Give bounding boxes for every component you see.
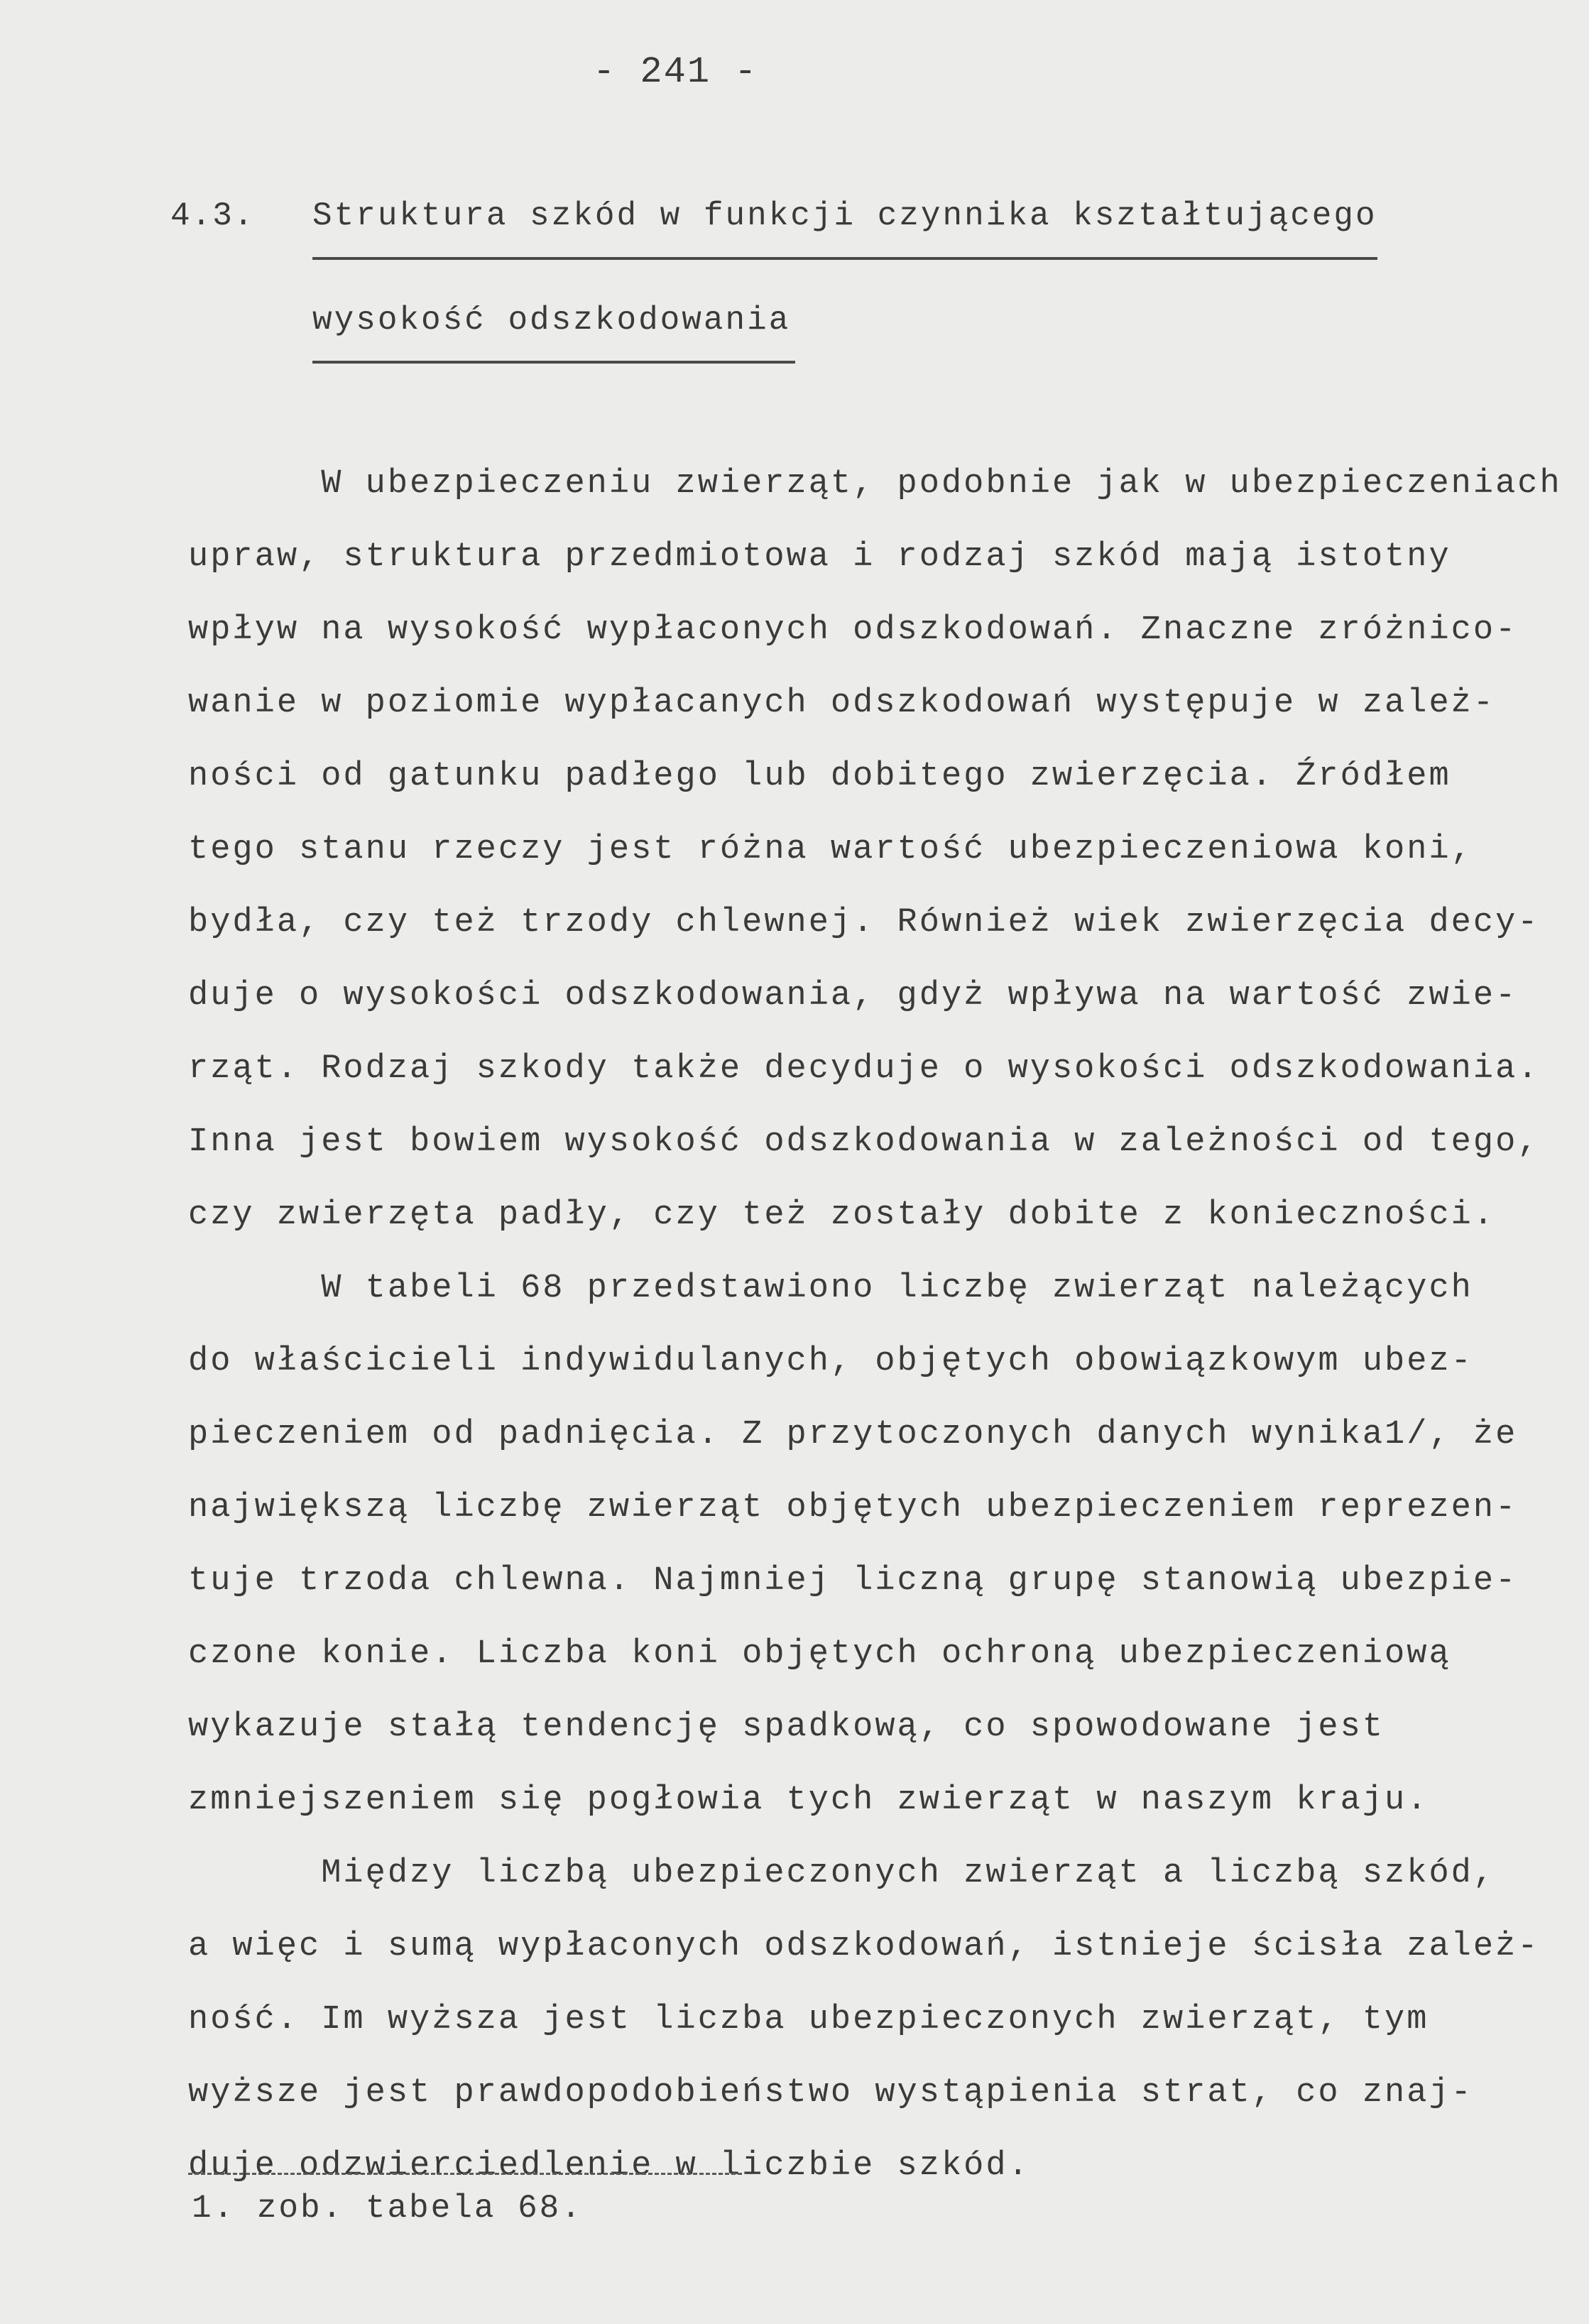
text-line: duje o wysokości odszkodowania, gdyż wpływa na wartość zwie- [188,977,1518,1015]
text-line: W ubezpieczeniu zwierząt, podobnie jak w ubezpieczeniach [188,465,1562,503]
text-line: ności od gatunku padłego lub dobitego zwierzęcia. Źródłem [188,758,1451,795]
page-number: - 241 - [593,51,758,93]
text-line: pieczeniem od padnięcia. Z przytoczonych danych wynika1/, że [188,1416,1518,1453]
text-line: tego stanu rzeczy jest różna wartość ubezpieczeniowa koni, [188,831,1473,868]
text-line: wyższe jest prawdopodobieństwo wystąpienia strat, co znaj- [188,2074,1473,2112]
text-line: ność. Im wyższa jest liczba ubezpieczonych zwierząt, tym [188,2001,1429,2039]
text-line: rząt. Rodzaj szkody także decyduje o wysokości odszkodowania. [188,1050,1540,1088]
text-line: bydła, czy też trzody chlewnej. Również wiek zwierzęcia decy- [188,904,1540,942]
text-line: a więc i sumą wypłaconych odszkodowań, istnieje ścisła zależ- [188,1928,1540,1965]
footnote: 1. zob. tabela 68. [192,2190,583,2227]
text-line: tuje trzoda chlewna. Najmniej liczną grupę stanowią ubezpie- [188,1562,1518,1600]
text-line: do właścicieli indywidulanych, objętych obowiązkowym ubez- [188,1343,1473,1380]
text-line: W tabeli 68 przedstawiono liczbę zwierząt należących [188,1270,1473,1307]
text-line: największą liczbę zwierząt objętych ubezpieczeniem reprezen- [188,1489,1518,1527]
text-line: upraw, struktura przedmiotowa i rodzaj szkód mają istotny [188,538,1451,576]
text-line: Inna jest bowiem wysokość odszkodowania w zależności od tego, [188,1123,1540,1161]
text-line: zmniejszeniem się pogłowia tych zwierząt w naszym kraju. [188,1782,1429,1819]
text-line: czone konie. Liczba koni objętych ochroną ubezpieczeniową [188,1635,1451,1673]
footnote-separator [188,2173,742,2175]
section-title-line-2: wysokość odszkodowania [312,302,791,339]
title-underline-2 [312,361,795,364]
section-title-line-1: Struktura szkód w funkcji czynnika kształtującego [312,197,1377,234]
text-line: wpływ na wysokość wypłaconych odszkodowań. Znaczne zróżnico- [188,611,1518,649]
text-line: wanie w poziomie wypłacanych odszkodowań występuje w zależ- [188,684,1496,722]
text-line: wykazuje stałą tendencję spadkową, co spowodowane jest [188,1708,1385,1746]
body-text [188,447,1562,2203]
text-line: Między liczbą ubezpieczonych zwierząt a liczbą szkód, [188,1855,1496,1892]
section-number: 4.3. [170,197,255,234]
title-underline-1 [312,257,1377,260]
text-line: duje odzwierciedlenie w liczbie szkód. [188,2147,1030,2185]
text-line: czy zwierzęta padły, czy też zostały dobite z konieczności. [188,1196,1496,1234]
